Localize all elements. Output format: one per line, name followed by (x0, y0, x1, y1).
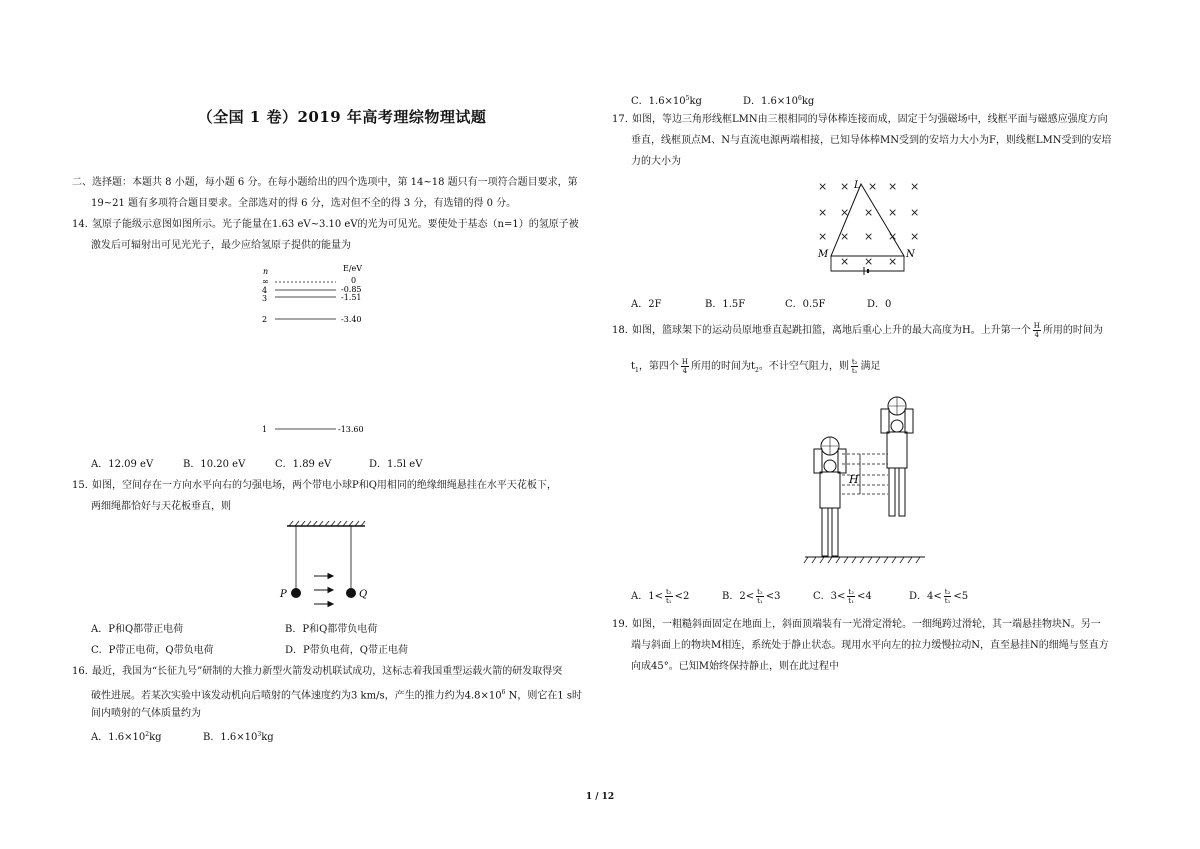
head-upper (891, 420, 903, 432)
q18-option-b[interactable]: B．2< $\frac{\text{t₂}}{\text{t₁}}$ <3 (722, 588, 781, 605)
q14-option-d[interactable]: D．1.5l eV (369, 459, 423, 470)
level-n-1: 1 (262, 425, 268, 434)
q14-line1: 氢原子能级示意图如图所示。光子能量在1.63 eV~3.10 eV的光为可见光。要使处于基态（n=1）的氢原子被 (92, 219, 579, 230)
q18-text-line1 (612, 320, 1103, 341)
q17-option-b[interactable]: B．1.5F (705, 299, 746, 310)
level-e-4: -0.85 (341, 285, 362, 294)
q14-options (91, 454, 422, 475)
q16-option-b[interactable]: B．$1.6\times 10^3kg$ (203, 731, 274, 744)
level-e-inf: 0 (351, 276, 357, 285)
q14-text-line1 (72, 214, 579, 235)
arm-right-upper (905, 409, 913, 433)
level-n-4: 4 (262, 286, 268, 295)
q19-line2: 端与斜面上的物块M相连，系统处于静止状态。现用水平向左的拉力缓慢拉动N，直至悬挂N的细绳与竖直方 (631, 640, 1109, 651)
svg-text:×: × (840, 206, 850, 219)
charged-balls-diagram (277, 518, 382, 613)
svg-text:×: × (910, 180, 920, 193)
svg-text:×: × (818, 206, 828, 219)
q18-line1b: 所用的时间为 (1042, 325, 1103, 336)
q19-line1: 如图，一粗糙斜面固定在地面上，斜面顶端装有一光滑定滑轮。一细绳跨过滑轮，其一端悬挂物块N。另一 (632, 619, 1101, 630)
ground-hatch (804, 557, 920, 563)
q19-line3: 向成45°。已知M始终保持静止，则在此过程中 (631, 661, 839, 672)
leg-left-lower (822, 508, 828, 556)
q19-text-line1 (612, 614, 1101, 635)
q15-line2: 两细绳都恰好与天花板垂直，则 (91, 501, 231, 512)
q18-frac-t2t1: $\frac{\text{t₂}}{\text{t₁}}$ (851, 358, 858, 375)
arm-right-lower (838, 449, 846, 473)
q17-text-line1 (612, 109, 1108, 130)
triangle-lmn (831, 184, 904, 256)
ball-q (346, 588, 356, 598)
q18-options (631, 586, 968, 607)
svg-text:×: × (910, 230, 920, 243)
q16-option-a[interactable]: A．$1.6\times 10^2kg$ (91, 731, 162, 744)
leg-left-upper (889, 468, 895, 516)
level-n-2: 2 (262, 315, 268, 324)
body-lower (820, 472, 840, 508)
svg-text:×: × (910, 206, 920, 219)
level-n-3: 3 (262, 294, 268, 303)
q15-option-b[interactable]: B．P和Q都带负电荷 (285, 624, 378, 635)
q19-number: 19． (612, 619, 635, 630)
arm-left-lower (814, 449, 822, 473)
q18-option-d[interactable]: D．4< $\frac{\text{t₂}}{\text{t₁}}$ <5 (909, 588, 969, 605)
q17-option-d[interactable]: D．0 (867, 299, 892, 310)
q16-option-d[interactable]: D．$1.6\times 10^6kg$ (743, 95, 815, 108)
page-number: 1 / 12 (585, 792, 615, 802)
q15-text-line1 (72, 475, 557, 496)
q17-line3: 力的大小为 (631, 156, 681, 167)
q17-line2: 垂直，线框顶点M、N与直流电源两端相接，已知导体棒MN受到的安培力大小为F，则线框LMN受到的安培 (631, 135, 1112, 146)
svg-text:×: × (840, 255, 850, 268)
q15-options-row1 (91, 619, 377, 640)
label-h: H (849, 473, 859, 486)
q17-option-a[interactable]: A．2F (631, 299, 662, 310)
basketball-jump-diagram (800, 393, 940, 565)
level-e-3: -1.51 (341, 293, 362, 302)
field-arrows (314, 574, 333, 607)
section-intro-line2: 19~21 题有多项符合题目要求。全部选对的得 6 分，选对但不全的得 3 分，有选错的得 0 分。 (91, 198, 517, 209)
svg-text:×: × (888, 230, 898, 243)
svg-text:×: × (864, 230, 874, 243)
level-e-1: -13.60 (338, 425, 364, 434)
q16-line1: 最近，我国为“长征九号”研制的大推力新型火箭发动机联试成功，这标志着我国重型运载火箭的研发取得突 (92, 666, 563, 677)
label-m: M (818, 249, 829, 260)
svg-text:×: × (868, 180, 878, 193)
label-n: N (906, 249, 915, 260)
q16-line3: 间内喷射的气体质量约为 (91, 708, 201, 719)
svg-text:×: × (840, 180, 850, 193)
svg-text:×: × (888, 255, 898, 268)
diagram-e-label: E/eV (343, 264, 363, 273)
q14-option-b[interactable]: B．10.20 eV (183, 459, 246, 470)
leg-right-lower (832, 508, 838, 556)
svg-text:×: × (888, 180, 898, 193)
body-upper (887, 432, 907, 468)
q18-frac-h4-second: $\frac{H}{4}$ (681, 358, 688, 375)
svg-text:×: × (888, 206, 898, 219)
page-title: （全国 1 卷）2019 年高考理综物理试题 (197, 108, 487, 126)
ball-p (291, 588, 301, 598)
q16-text-line1 (72, 661, 562, 682)
label-q: Q (359, 589, 368, 600)
section-intro-line1: 二、选择题：本题共 8 小题，每小题 6 分。在每小题给出的四个选项中，第 14~18 题只有一项符合题目要求，第 (72, 177, 578, 188)
svg-text:×: × (818, 230, 828, 243)
q17-number: 17． (612, 114, 635, 125)
head-lower (824, 460, 836, 472)
q18-number: 18． (612, 325, 635, 336)
triangle-frame-diagram (814, 176, 934, 286)
label-l: L (854, 180, 861, 191)
q14-option-a[interactable]: A．12.09 eV (91, 459, 154, 470)
q15-line1: 如图，空间存在一方向水平向右的匀强电场，两个带电小球P和Q用相同的绝缘细绳悬挂在水平天花板下， (92, 480, 557, 491)
energy-level-diagram (258, 258, 378, 438)
label-p: P (280, 589, 287, 600)
q16-line2-exp: 6 (501, 689, 506, 696)
q15-options-row2 (91, 640, 408, 661)
q16-line2b: N，则它在1 s时 (505, 690, 583, 702)
level-n-inf: ∞ (262, 277, 269, 286)
svg-text:×: × (818, 180, 828, 193)
q16-number: 16． (72, 666, 95, 677)
q16-options-row1 (91, 724, 274, 748)
q18-frac-h4: $\frac{H}{4}$ (1033, 322, 1040, 339)
svg-text:×: × (864, 255, 874, 268)
svg-text:×: × (864, 206, 874, 219)
q18-option-c[interactable]: C．3< $\frac{\text{t₂}}{\text{t₁}}$ <4 (813, 588, 872, 605)
q14-option-c[interactable]: C．1.89 eV (275, 459, 332, 470)
magnetic-field-crosses (818, 180, 919, 268)
q15-option-d[interactable]: D．P带负电荷，Q带正电荷 (285, 645, 408, 656)
q15-option-a[interactable]: A．P和Q都带正电荷 (91, 624, 184, 635)
level-e-2: -3.40 (341, 315, 362, 324)
q17-line1: 如图，等边三角形线框LMN由三根相同的导体棒连接而成，固定于匀强磁场中，线框平面与磁感应强度方向 (632, 114, 1108, 125)
q14-number: 14． (72, 219, 95, 230)
q16-line2a: 破性进展。若某次实验中该发动机向后喷射的气体速度约为3 km/s，产生的推力约为4.8×10 (91, 690, 502, 702)
diagram-n-label: n (263, 267, 269, 276)
svg-text:×: × (840, 230, 850, 243)
q15-option-c[interactable]: C．P带正电荷，Q带负电荷 (91, 645, 214, 656)
leg-right-upper (899, 468, 905, 516)
q18-text-line2: $t_1$，第四个 $\frac{H}{4}$ 所用的时间为$t_2$。不计空气阻力，则 $\frac{\text{t₂}}{\text{t₁}}$ 满足 (631, 358, 881, 375)
q14-line2: 激发后可辐射出可见光光子，最少应给氢原子提供的能量为 (91, 240, 351, 251)
q18-option-a[interactable]: A．1< $\frac{\text{t₂}}{\text{t₁}}$ <2 (631, 588, 690, 605)
q15-number: 15． (72, 480, 95, 491)
arm-left-upper (881, 409, 889, 433)
q17-option-c[interactable]: C．0.5F (785, 299, 826, 310)
q18-line1a: 如图，篮球架下的运动员原地垂直起跳扣篮，离地后重心上升的最大高度为H。上升第一个 (632, 325, 1031, 336)
q18-t1: t (631, 361, 636, 372)
ceiling-hatch (289, 521, 365, 526)
q17-options (631, 294, 891, 315)
q16-option-c[interactable]: C．$1.6\times 10^5kg$ (631, 95, 702, 108)
